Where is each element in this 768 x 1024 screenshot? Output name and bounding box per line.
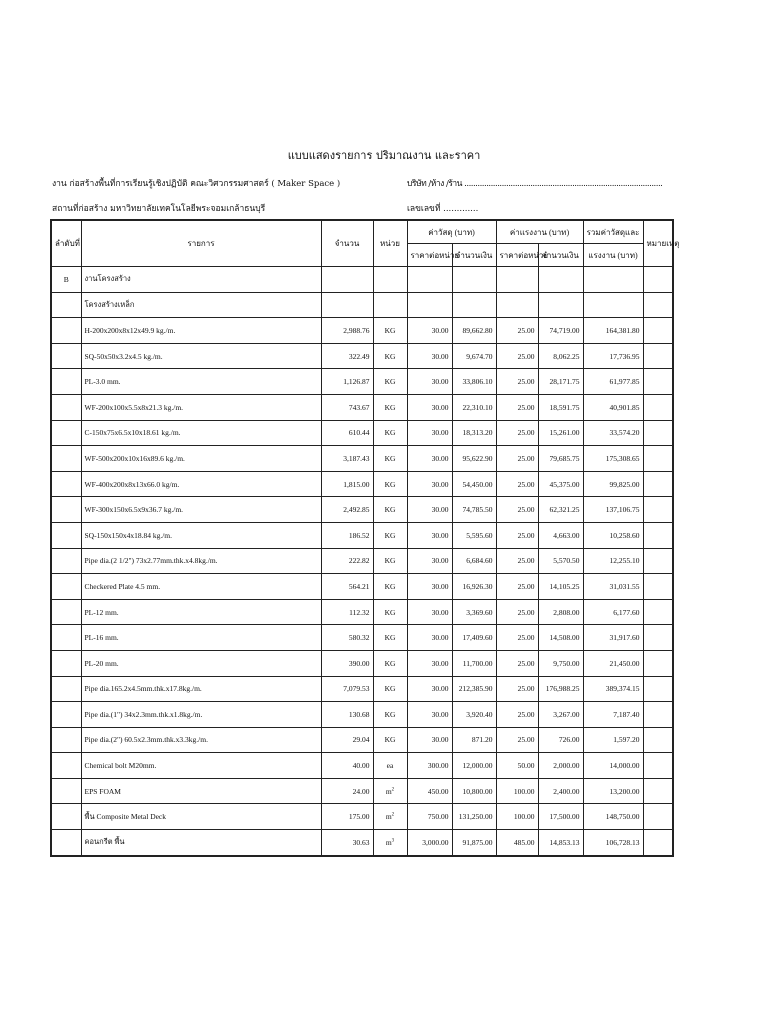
row-qty: 390.00: [321, 650, 373, 676]
row-unit: KG: [373, 650, 407, 676]
table-row: [51, 446, 673, 472]
row-total: 389,374.15: [583, 676, 643, 702]
row-labor-amount: 14,105.25: [538, 574, 583, 600]
row-labor-amount: [538, 292, 583, 318]
row-item: พื้น Composite Metal Deck: [81, 804, 321, 830]
row-labor-unit-price: 25.00: [496, 497, 538, 523]
row-no: [51, 471, 81, 497]
row-no: [51, 778, 81, 804]
row-labor-unit-price: 485.00: [496, 830, 538, 856]
row-material-amount: 212,385.90: [452, 676, 496, 702]
row-material-unit-price: 750.00: [407, 804, 452, 830]
row-unit: KG: [373, 625, 407, 651]
row-material-unit-price: 30.00: [407, 522, 452, 548]
row-material-unit-price: 30.00: [407, 574, 452, 600]
row-no: [51, 599, 81, 625]
row-labor-amount: 176,988.25: [538, 676, 583, 702]
row-material-unit-price: 450.00: [407, 778, 452, 804]
table-body: [51, 267, 673, 856]
row-total: 61,977.85: [583, 369, 643, 395]
row-unit: KG: [373, 369, 407, 395]
row-item: งานโครงสร้าง: [81, 267, 321, 293]
row-no: [51, 548, 81, 574]
tax-id-label: เลขเลขที่ .............: [407, 204, 479, 214]
row-item: EPS FOAM: [81, 778, 321, 804]
unit-exponent: 3: [391, 838, 395, 844]
row-total: 175,308.65: [583, 446, 643, 472]
row-item: WF-300x150x6.5x9x36.7 kg./m.: [81, 497, 321, 523]
row-remark: [643, 753, 673, 779]
row-unit: KG: [373, 420, 407, 446]
table-row: [51, 267, 673, 293]
row-qty: 30.63: [321, 830, 373, 856]
table-row: [51, 702, 673, 728]
row-material-amount: 18,313.20: [452, 420, 496, 446]
row-remark: [643, 369, 673, 395]
col-header-labor-amount: จำนวนเงิน: [538, 244, 583, 267]
row-labor-unit-price: 25.00: [496, 676, 538, 702]
row-labor-amount: 3,267.00: [538, 702, 583, 728]
table-row: [51, 804, 673, 830]
row-item: WF-400x200x8x13x66.0 kg/m.: [81, 471, 321, 497]
row-total: 99,825.00: [583, 471, 643, 497]
row-qty: [321, 267, 373, 293]
document-title: แบบแสดงรายการ ปริมาณงาน และราคา: [287, 149, 481, 162]
row-no: [51, 497, 81, 523]
bill-of-quantities-table: [50, 219, 680, 857]
row-unit: KG: [373, 446, 407, 472]
row-total: 6,177.60: [583, 599, 643, 625]
row-unit: $m^2$: [373, 804, 407, 830]
row-unit: $m^2$: [373, 778, 407, 804]
company-label: บริษัท /ห้าง /ร้าน ..........................................................................................: [407, 179, 663, 189]
row-material-unit-price: 30.00: [407, 446, 452, 472]
row-no: [51, 727, 81, 753]
table-row: [51, 497, 673, 523]
row-material-unit-price: 30.00: [407, 702, 452, 728]
row-qty: 322.49: [321, 343, 373, 369]
project-label: งาน ก่อสร้างพื้นที่การเรียนรู้เชิงปฏิบัติ คณะวิศวกรรมศาสตร์ ( Maker Space ): [52, 179, 341, 189]
row-qty: 580.32: [321, 625, 373, 651]
row-item: Pipe dia.(2") 60.5x2.3mm.thk.x3.3kg./m.: [81, 727, 321, 753]
col-header-qty: จำนวน: [321, 220, 373, 267]
row-qty: 222.82: [321, 548, 373, 574]
row-item: H-200x200x8x12x49.9 kg./m.: [81, 318, 321, 344]
table-row: [51, 727, 673, 753]
row-material-amount: 74,785.50: [452, 497, 496, 523]
row-labor-unit-price: 50.00: [496, 753, 538, 779]
row-material-unit-price: 30.00: [407, 318, 452, 344]
row-material-unit-price: 300.00: [407, 753, 452, 779]
row-total: 1,597.20: [583, 727, 643, 753]
row-unit: ea: [373, 753, 407, 779]
row-total: 21,450.00: [583, 650, 643, 676]
row-total: 33,574.20: [583, 420, 643, 446]
row-remark: [643, 650, 673, 676]
row-no: [51, 446, 81, 472]
unit-exponent: 2: [391, 787, 395, 793]
table-row: [51, 753, 673, 779]
row-material-amount: 6,684.60: [452, 548, 496, 574]
row-labor-amount: 14,853.13: [538, 830, 583, 856]
row-item: คอนกรีต พื้น: [81, 830, 321, 856]
row-item: PL-20 mm.: [81, 650, 321, 676]
row-labor-amount: 74,719.00: [538, 318, 583, 344]
row-material-amount: 17,409.60: [452, 625, 496, 651]
row-material-unit-price: 30.00: [407, 471, 452, 497]
row-material-amount: 5,595.60: [452, 522, 496, 548]
row-no: [51, 650, 81, 676]
row-remark: [643, 446, 673, 472]
row-unit: KG: [373, 676, 407, 702]
row-qty: 1,815.00: [321, 471, 373, 497]
row-unit: KG: [373, 343, 407, 369]
row-labor-unit-price: 25.00: [496, 548, 538, 574]
row-labor-amount: 9,750.00: [538, 650, 583, 676]
row-labor-amount: 62,321.25: [538, 497, 583, 523]
row-material-amount: 3,920.40: [452, 702, 496, 728]
row-remark: [643, 702, 673, 728]
row-qty: 40.00: [321, 753, 373, 779]
row-material-amount: 10,800.00: [452, 778, 496, 804]
row-total: 137,106.75: [583, 497, 643, 523]
row-qty: 24.00: [321, 778, 373, 804]
row-labor-amount: 17,500.00: [538, 804, 583, 830]
row-no: [51, 574, 81, 600]
row-material-unit-price: 30.00: [407, 548, 452, 574]
table-row: [51, 778, 673, 804]
row-total: [583, 292, 643, 318]
col-header-material-unit-price: ราคาต่อหน่วย: [407, 244, 452, 267]
row-unit: KG: [373, 702, 407, 728]
col-header-material-amount: จำนวนเงิน: [452, 244, 496, 267]
row-total: 31,917.60: [583, 625, 643, 651]
row-material-amount: 9,674.70: [452, 343, 496, 369]
row-material-amount: 54,450.00: [452, 471, 496, 497]
row-remark: [643, 522, 673, 548]
row-labor-unit-price: 25.00: [496, 522, 538, 548]
table-row: [51, 522, 673, 548]
row-item: Chemical bolt M20mm.: [81, 753, 321, 779]
row-qty: 1,126.87: [321, 369, 373, 395]
row-labor-amount: 15,261.00: [538, 420, 583, 446]
row-total: 14,000.00: [583, 753, 643, 779]
row-no: [51, 369, 81, 395]
row-remark: [643, 471, 673, 497]
row-labor-amount: 18,591.75: [538, 394, 583, 420]
row-item: SQ-50x50x3.2x4.5 kg./m.: [81, 343, 321, 369]
row-unit: KG: [373, 548, 407, 574]
row-item: โครงสร้างเหล็ก: [81, 292, 321, 318]
row-material-amount: 871.20: [452, 727, 496, 753]
row-labor-unit-price: [496, 267, 538, 293]
row-total: 12,255.10: [583, 548, 643, 574]
row-remark: [643, 625, 673, 651]
row-remark: [643, 292, 673, 318]
row-total: 13,200.00: [583, 778, 643, 804]
row-total: 106,728.13: [583, 830, 643, 856]
table-row: [51, 420, 673, 446]
table-row: [51, 369, 673, 395]
row-labor-amount: 4,663.00: [538, 522, 583, 548]
row-item: PL-16 mm.: [81, 625, 321, 651]
row-material-unit-price: [407, 292, 452, 318]
row-material-unit-price: 30.00: [407, 727, 452, 753]
row-material-amount: 16,926.30: [452, 574, 496, 600]
row-labor-unit-price: 100.00: [496, 804, 538, 830]
row-item: PL-3.0 mm.: [81, 369, 321, 395]
row-unit: KG: [373, 394, 407, 420]
row-qty: 130.68: [321, 702, 373, 728]
row-material-unit-price: 30.00: [407, 369, 452, 395]
table-header: [51, 220, 680, 267]
row-material-unit-price: 30.00: [407, 343, 452, 369]
row-material-unit-price: 3,000.00: [407, 830, 452, 856]
row-no: [51, 753, 81, 779]
row-unit: KG: [373, 574, 407, 600]
table-row: [51, 676, 673, 702]
table-row: [51, 625, 673, 651]
row-qty: 564.21: [321, 574, 373, 600]
row-no: [51, 830, 81, 856]
table-row: [51, 471, 673, 497]
row-unit: KG: [373, 497, 407, 523]
location-label: สถานที่ก่อสร้าง มหาวิทยาลัยเทคโนโลยีพระจอมเกล้าธนบุรี: [52, 204, 266, 214]
col-header-labor-unit-price: ราคาต่อหน่วย: [496, 244, 538, 267]
row-labor-unit-price: 25.00: [496, 369, 538, 395]
col-header-unit: หน่วย: [373, 220, 407, 267]
row-labor-amount: 2,808.00: [538, 599, 583, 625]
row-material-amount: 33,806.10: [452, 369, 496, 395]
row-material-unit-price: 30.00: [407, 497, 452, 523]
unit-exponent: 2: [391, 812, 395, 818]
row-unit: $m^3$: [373, 830, 407, 856]
row-labor-unit-price: 100.00: [496, 778, 538, 804]
row-labor-unit-price: 25.00: [496, 574, 538, 600]
row-no: [51, 522, 81, 548]
row-remark: [643, 548, 673, 574]
row-labor-amount: 2,000.00: [538, 753, 583, 779]
row-labor-unit-price: 25.00: [496, 650, 538, 676]
row-labor-unit-price: 25.00: [496, 394, 538, 420]
table-row: [51, 830, 673, 856]
row-total: 40,901.85: [583, 394, 643, 420]
row-total: 164,381.80: [583, 318, 643, 344]
table-row: [51, 318, 673, 344]
col-header-labor: ค่าแรงงาน (บาท): [496, 220, 583, 244]
row-item: Pipe dia.(1") 34x2.3mm.thk.x1.8kg./m.: [81, 702, 321, 728]
row-labor-amount: 28,171.75: [538, 369, 583, 395]
col-header-no: ลำดับที่: [51, 220, 81, 267]
row-remark: [643, 343, 673, 369]
row-total: 31,031.55: [583, 574, 643, 600]
row-unit: KG: [373, 727, 407, 753]
row-item: WF-500x200x10x16x89.6 kg./m.: [81, 446, 321, 472]
row-unit: KG: [373, 318, 407, 344]
row-labor-amount: [538, 267, 583, 293]
row-labor-unit-price: 25.00: [496, 599, 538, 625]
row-remark: [643, 318, 673, 344]
row-labor-amount: 2,400.00: [538, 778, 583, 804]
row-material-unit-price: 30.00: [407, 625, 452, 651]
row-material-amount: 89,662.80: [452, 318, 496, 344]
row-no: [51, 804, 81, 830]
row-no: [51, 292, 81, 318]
row-qty: 112.32: [321, 599, 373, 625]
row-qty: 743.67: [321, 394, 373, 420]
row-item: Pipe dia.165.2x4.5mm.thk.x17.8kg./m.: [81, 676, 321, 702]
row-labor-unit-price: 25.00: [496, 318, 538, 344]
row-labor-unit-price: 25.00: [496, 343, 538, 369]
row-qty: 610.44: [321, 420, 373, 446]
row-no: B: [51, 267, 81, 293]
row-labor-amount: 79,685.75: [538, 446, 583, 472]
row-material-unit-price: 30.00: [407, 676, 452, 702]
row-material-amount: 3,369.60: [452, 599, 496, 625]
row-item: Pipe dia.(2 1/2") 73x2.77mm.thk.x4.8kg./m.: [81, 548, 321, 574]
col-header-total-bottom: แรงงาน (บาท): [583, 244, 643, 267]
row-material-amount: 91,875.00: [452, 830, 496, 856]
row-no: [51, 420, 81, 446]
row-unit: [373, 267, 407, 293]
row-item: PL-12 mm.: [81, 599, 321, 625]
row-material-unit-price: [407, 267, 452, 293]
table-row: [51, 343, 673, 369]
row-total: 17,736.95: [583, 343, 643, 369]
table-row: [51, 574, 673, 600]
table-row: [51, 292, 673, 318]
col-header-item: รายการ: [81, 220, 321, 267]
row-remark: [643, 676, 673, 702]
row-no: [51, 394, 81, 420]
row-labor-amount: 14,508.00: [538, 625, 583, 651]
row-no: [51, 702, 81, 728]
row-material-amount: 12,000.00: [452, 753, 496, 779]
row-no: [51, 676, 81, 702]
row-labor-unit-price: 25.00: [496, 420, 538, 446]
col-header-material: ค่าวัสดุ (บาท): [407, 220, 496, 244]
row-material-unit-price: 30.00: [407, 394, 452, 420]
row-item: Checkered Plate 4.5 mm.: [81, 574, 321, 600]
row-remark: [643, 497, 673, 523]
row-qty: 7,079.53: [321, 676, 373, 702]
row-material-amount: 22,310.10: [452, 394, 496, 420]
row-labor-unit-price: 25.00: [496, 727, 538, 753]
row-material-amount: [452, 267, 496, 293]
row-qty: 29.04: [321, 727, 373, 753]
row-labor-unit-price: 25.00: [496, 471, 538, 497]
row-qty: 175.00: [321, 804, 373, 830]
row-labor-amount: 45,375.00: [538, 471, 583, 497]
table-row: [51, 599, 673, 625]
table-row: [51, 394, 673, 420]
row-labor-unit-price: [496, 292, 538, 318]
row-material-unit-price: 30.00: [407, 420, 452, 446]
row-total: [583, 267, 643, 293]
row-material-amount: 11,700.00: [452, 650, 496, 676]
row-qty: [321, 292, 373, 318]
row-material-unit-price: 30.00: [407, 650, 452, 676]
row-labor-amount: 8,062.25: [538, 343, 583, 369]
col-header-total-top: รวมค่าวัสดุและ: [583, 220, 643, 244]
row-total: 7,187.40: [583, 702, 643, 728]
row-material-unit-price: 30.00: [407, 599, 452, 625]
row-labor-unit-price: 25.00: [496, 446, 538, 472]
row-unit: KG: [373, 471, 407, 497]
row-remark: [643, 727, 673, 753]
row-unit: [373, 292, 407, 318]
row-material-amount: 95,622.90: [452, 446, 496, 472]
row-qty: 2,492.85: [321, 497, 373, 523]
row-remark: [643, 394, 673, 420]
row-remark: [643, 599, 673, 625]
row-labor-unit-price: 25.00: [496, 702, 538, 728]
row-no: [51, 625, 81, 651]
row-qty: 3,187.43: [321, 446, 373, 472]
row-item: WF-200x100x5.5x8x21.3 kg./m.: [81, 394, 321, 420]
row-material-amount: 131,250.00: [452, 804, 496, 830]
row-qty: 186.52: [321, 522, 373, 548]
row-item: SQ-150x150x4x18.84 kg./m.: [81, 522, 321, 548]
row-unit: KG: [373, 599, 407, 625]
table-row: [51, 548, 673, 574]
row-labor-amount: 726.00: [538, 727, 583, 753]
row-unit: KG: [373, 522, 407, 548]
row-remark: [643, 574, 673, 600]
table-row: [51, 650, 673, 676]
row-remark: [643, 778, 673, 804]
row-remark: [643, 830, 673, 856]
row-remark: [643, 267, 673, 293]
row-no: [51, 318, 81, 344]
row-remark: [643, 420, 673, 446]
row-labor-amount: 5,570.50: [538, 548, 583, 574]
row-labor-unit-price: 25.00: [496, 625, 538, 651]
row-total: 148,750.00: [583, 804, 643, 830]
row-no: [51, 343, 81, 369]
col-header-remark: หมายเหตุ: [643, 220, 673, 267]
row-qty: 2,988.76: [321, 318, 373, 344]
row-total: 10,258.60: [583, 522, 643, 548]
row-item: C-150x75x6.5x10x18.61 kg./m.: [81, 420, 321, 446]
row-remark: [643, 804, 673, 830]
row-material-amount: [452, 292, 496, 318]
